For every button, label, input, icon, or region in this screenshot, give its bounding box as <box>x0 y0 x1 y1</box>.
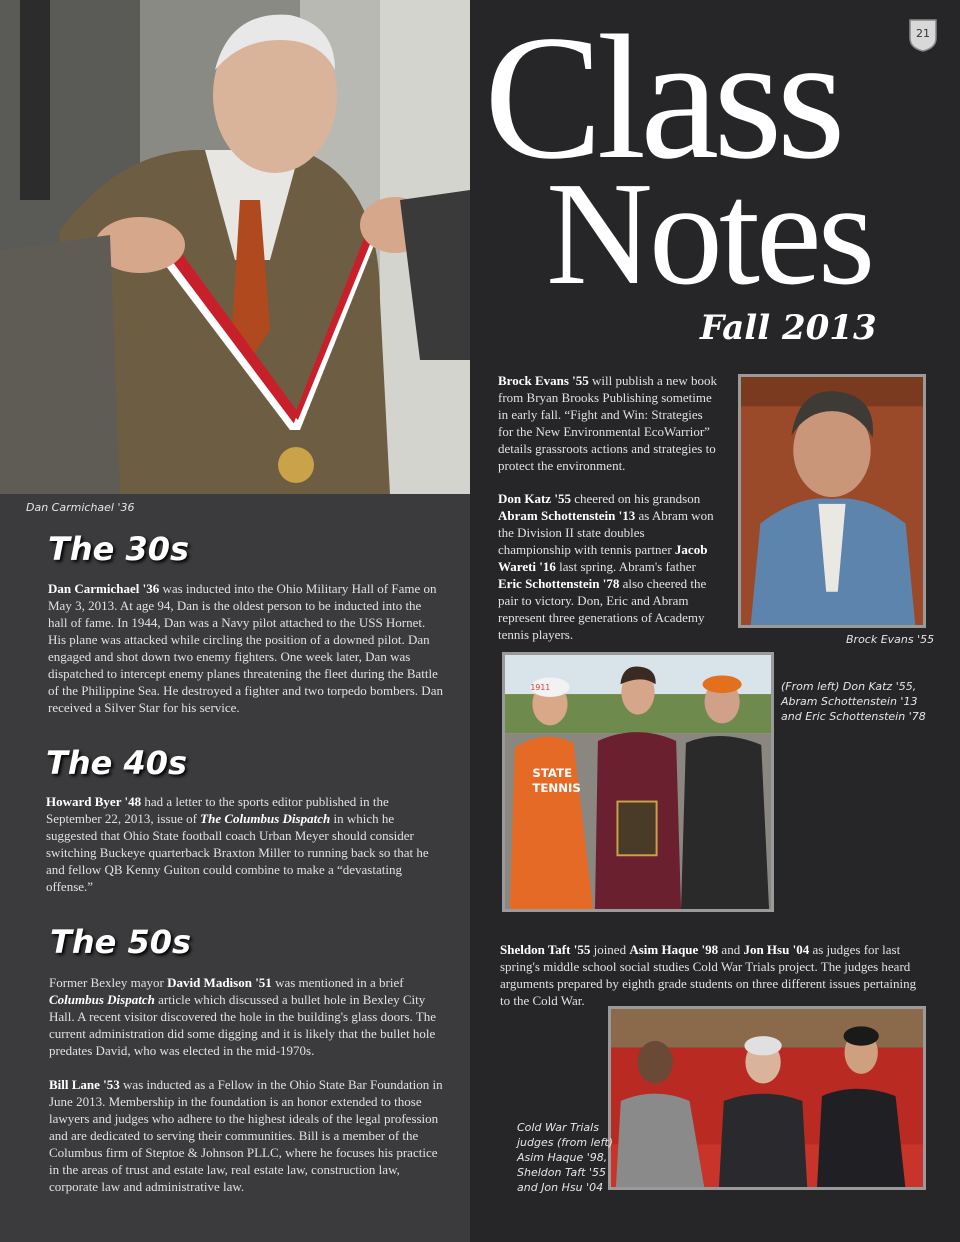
judges-caption-line4: Sheldon Taft '55 <box>517 1166 606 1179</box>
carmichael-photo <box>0 0 470 494</box>
text-taft-a: joined <box>590 942 630 957</box>
judges-caption-line3: Asim Haque '98, <box>517 1151 608 1164</box>
name-abram: Abram Schottenstein '13 <box>498 508 636 523</box>
paragraph-katz <box>498 490 720 643</box>
tennis-caption-line1: (From left) Don Katz '55, <box>781 680 917 693</box>
name-byer: Howard Byer '48 <box>46 794 142 809</box>
text-katz-c: last spring. Abram's father <box>555 559 696 574</box>
page-number-badge <box>908 18 938 52</box>
tennis-caption-line3: and Eric Schottenstein '78 <box>781 710 926 723</box>
page-number: 21 <box>916 27 930 40</box>
cap-text: 1911 <box>530 683 551 693</box>
tennis-caption-line2: Abram Schottenstein '13 <box>781 695 918 708</box>
shirt-text-2: TENNIS <box>532 780 581 795</box>
name-haque: Asim Haque '98 <box>629 942 719 957</box>
text-40s-a: had a letter to the sports editor published in the September 22, 2013, issue of <box>46 794 389 826</box>
text-50s-a: Former Bexley mayor <box>49 975 168 990</box>
name-hsu: Jon Hsu '04 <box>743 942 810 957</box>
name-katz: Don Katz '55 <box>498 491 571 506</box>
title-notes: Notes <box>546 152 872 316</box>
text-50s-d: was inducted as a Fellow in the Ohio State Bar Foundation in June 2013. Membership in the foundation is an honor extended to those lawyers and judges who adhere to the highest ideals of the legal profession and are dedicated to serving their communities. Bill is a member of the Columbus firm of Steptoe & Johnson PLLC, where he focuses his practice in the areas of trust and estate law, real estate law, construction law, corporate law and administrative law. <box>49 1077 443 1194</box>
judges-caption-line5: and Jon Hsu '04 <box>517 1181 604 1194</box>
name-taft: Sheldon Taft '55 <box>500 942 591 957</box>
name-carmichael: Dan Carmichael '36 <box>48 581 160 596</box>
judges-caption-line1: Cold War Trials <box>517 1121 599 1134</box>
judges-photo <box>608 1006 926 1190</box>
text-50s-c: article which discussed a bullet hole in Bexley City Hall. A recent visitor discovered the hole in the building's glass doors. The current administration did some digging and it is likely that the bullet hole predates David, who was elected in the mid-1970s. <box>49 992 436 1058</box>
paragraph-evans <box>498 372 720 474</box>
heading-50s: The 50s <box>50 923 192 961</box>
name-madison: David Madison '51 <box>167 975 272 990</box>
paragraph-50s-lane <box>49 1076 445 1195</box>
text-katz-d: also cheered the pair to victory. Don, Eric and Abram represent three generations of Academy tennis players. <box>498 576 707 642</box>
pub-columbus-dispatch: Columbus Dispatch <box>49 992 155 1007</box>
heading-30s: The 30s <box>48 530 190 568</box>
paragraph-40s <box>46 793 446 895</box>
text-taft-b: and <box>718 942 744 957</box>
title-season: Fall 2013 <box>700 308 877 348</box>
text-taft-c: as judges for last spring's middle school social studies Cold War Trials project. The judges heard arguments prepared by eighth grade students on three different issues pertaining to the Cold War. <box>500 942 917 1008</box>
title-class: Class <box>484 0 840 196</box>
name-eric: Eric Schottenstein '78 <box>498 576 620 591</box>
judges-caption-line2: judges (from left) <box>517 1136 613 1149</box>
carmichael-caption: Dan Carmichael '36 <box>26 501 135 514</box>
name-lane: Bill Lane '53 <box>49 1077 120 1092</box>
name-wareti: Jacob Wareti '16 <box>498 542 708 574</box>
heading-40s: The 40s <box>46 744 188 782</box>
text-katz-b: as Abram won the Division II state doubles championship with tennis partner <box>498 508 714 557</box>
text-30s: was inducted into the Ohio Military Hall of Fame on May 3, 2013. At age 94, Dan is the oldest person to be inducted into the hall of fame. In 1944, Dan was a Navy pilot attached to the USS Hornet. His plane was attacked while circling the position of a downed pilot. Dan engaged and shot down two enemy fighters. One week later, Dan was dispatched to intercept enemy planes threatening the fleet during the Battle of the Philippine Sea. He destroyed a fighter and two torpedo bombers. Dan received a Silver Star for his service. <box>48 581 443 715</box>
text-50s-b: was mentioned in a brief <box>271 975 404 990</box>
evans-caption: Brock Evans '55 <box>846 633 935 646</box>
paragraph-30s <box>48 580 444 716</box>
paragraph-50s-madison <box>49 974 445 1059</box>
text-evans: will publish a new book from Bryan Brooks Publishing sometime in early fall. “Fight and Win: Strategies for the New Environmental EcoWarrior” details grassroots actions and strategies to protect the environment. <box>498 373 717 473</box>
tennis-caption <box>781 679 926 724</box>
judges-caption <box>517 1120 613 1195</box>
evans-photo <box>738 374 926 628</box>
name-evans: Brock Evans '55 <box>498 373 589 388</box>
paragraph-taft <box>500 941 920 1009</box>
tennis-photo <box>502 652 774 912</box>
text-40s-b: in which he suggested that Ohio State football coach Urban Meyer should consider switching Buckeye quarterback Braxton Miller to running back so that he and fellow QB Kenny Guiton could combine to make a “devastating offense.” <box>46 811 429 894</box>
pub-dispatch: The Columbus Dispatch <box>200 811 331 826</box>
shirt-text-1: STATE <box>532 766 573 781</box>
text-katz-a: cheered on his grandson <box>570 491 701 506</box>
